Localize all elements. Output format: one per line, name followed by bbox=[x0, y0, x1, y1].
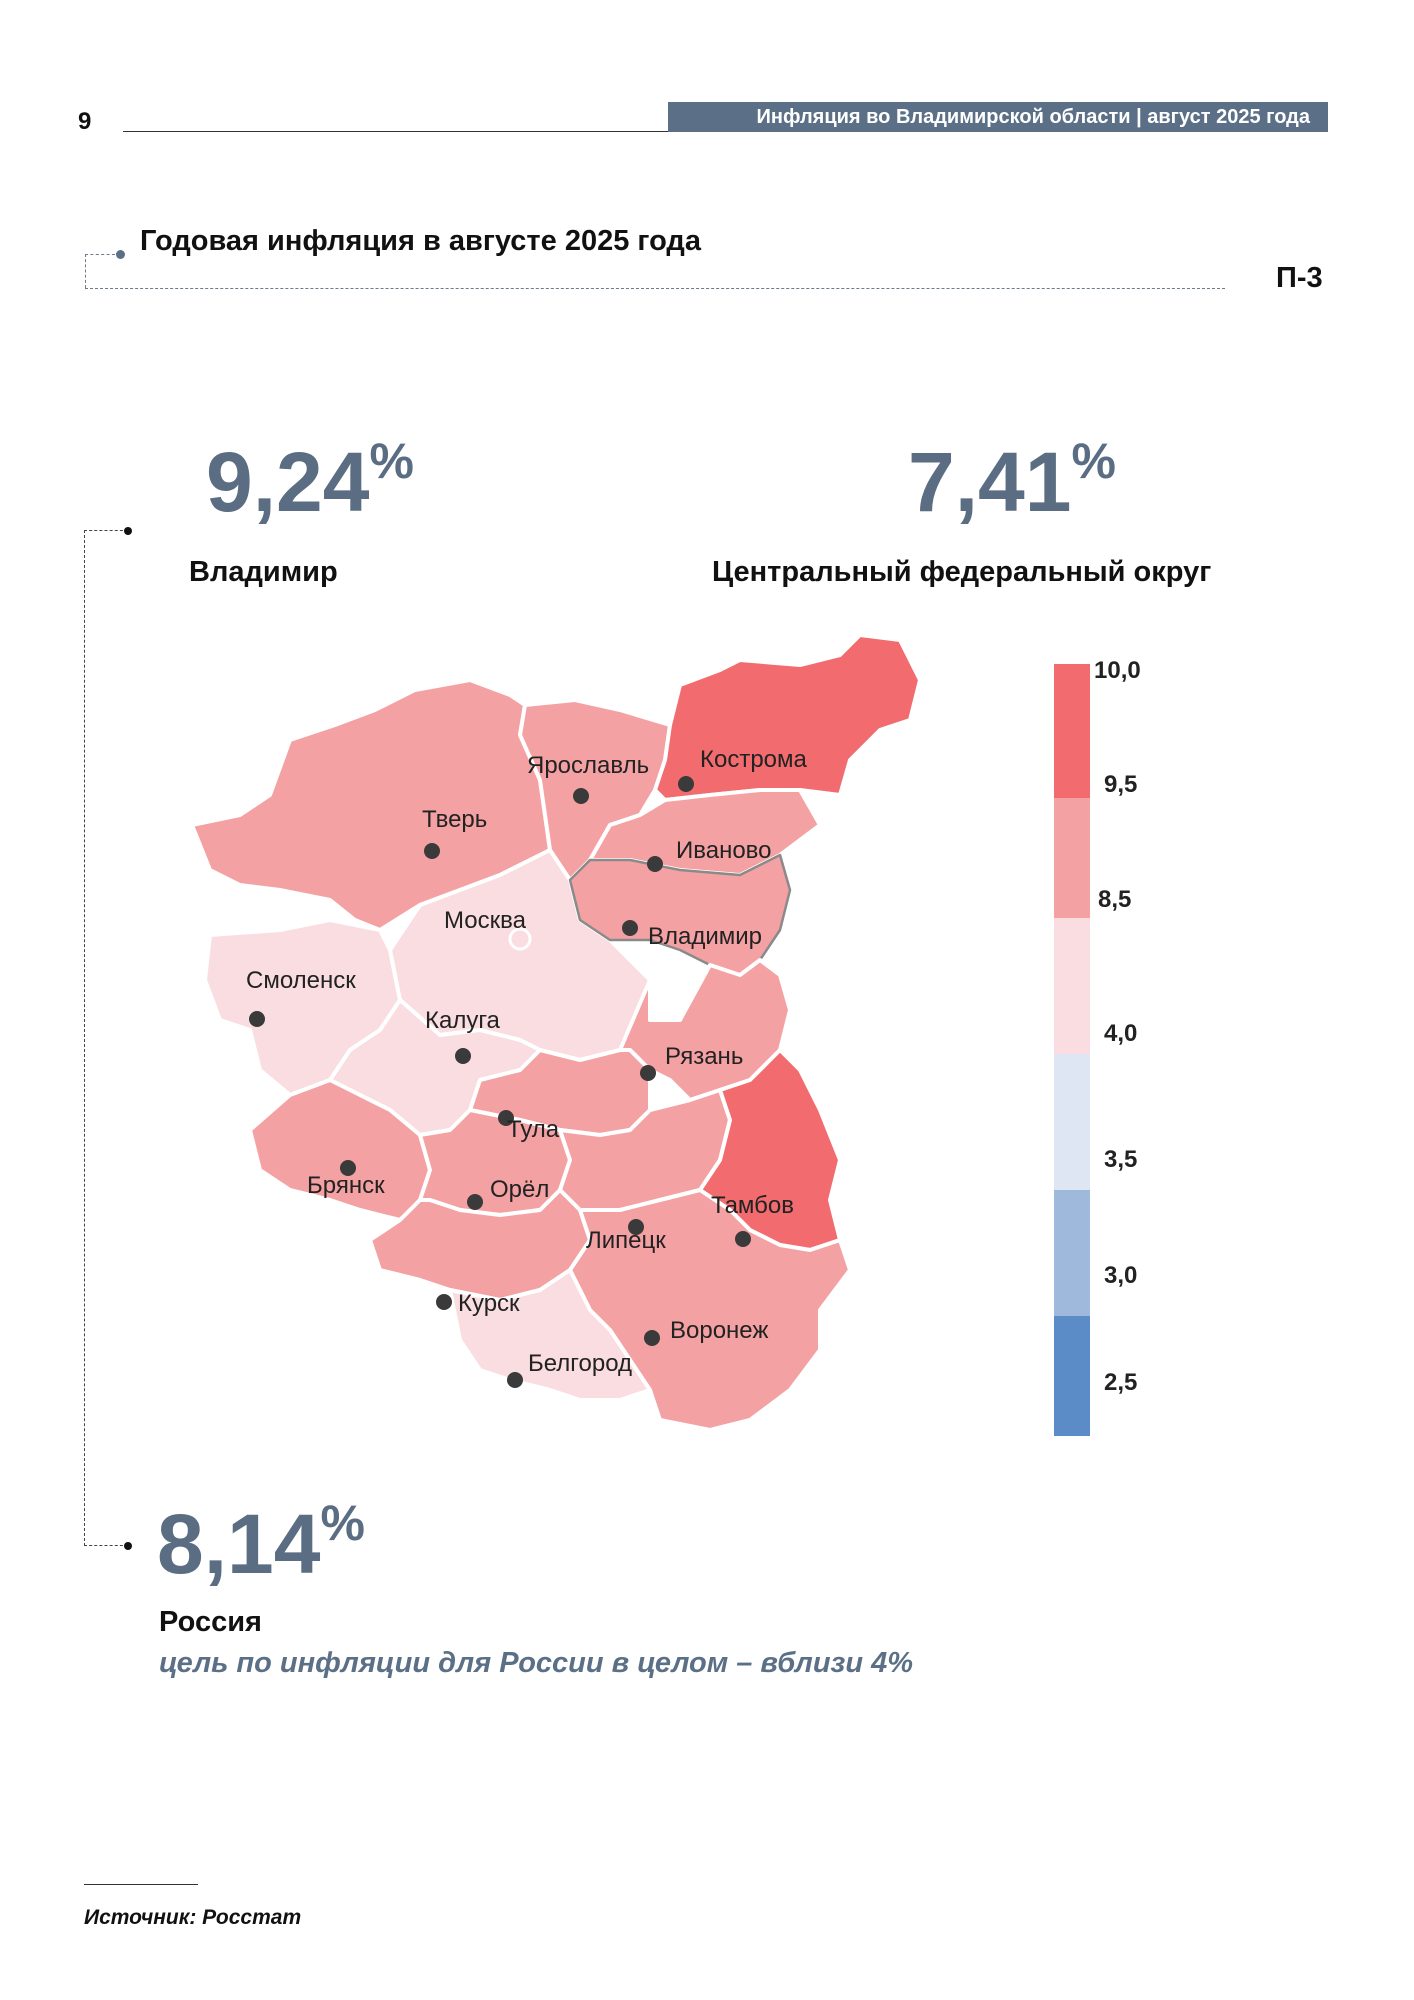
section-title: Годовая инфляция в августе 2025 года bbox=[140, 225, 701, 257]
vladimir-inflation-value: 9,24% bbox=[206, 433, 414, 529]
legend-swatch-3-5-4 bbox=[1054, 1054, 1090, 1190]
page-number: 9 bbox=[78, 108, 92, 135]
cfd-inflation-value: 7,41% bbox=[908, 433, 1116, 529]
legend-swatch-9-5-10 bbox=[1054, 664, 1090, 798]
city-label-ryazan: Рязань bbox=[665, 1043, 744, 1070]
vladimir-label: Владимир bbox=[189, 556, 338, 588]
city-dot-yaroslavl bbox=[573, 788, 589, 804]
connector-dot-top bbox=[124, 527, 132, 535]
region-kostroma bbox=[655, 635, 920, 800]
legend-swatch-4-8-5 bbox=[1054, 918, 1090, 1054]
russia-label: Россия bbox=[159, 1606, 262, 1638]
legend-tick-8-5: 8,5 bbox=[1098, 886, 1132, 913]
city-label-belgorod: Белгород bbox=[528, 1350, 633, 1377]
legend-tick-4-0: 4,0 bbox=[1104, 1020, 1138, 1047]
city-dot-kaluga bbox=[455, 1048, 471, 1064]
legend-color-bar bbox=[1054, 664, 1090, 1436]
city-dot-smolensk bbox=[249, 1011, 265, 1027]
city-dot-vladimir bbox=[622, 920, 638, 936]
city-label-kostroma: Кострома bbox=[700, 746, 807, 773]
city-label-vladimir: Владимир bbox=[648, 923, 763, 950]
city-dot-kursk bbox=[436, 1294, 452, 1310]
legend-tick-2-5: 2,5 bbox=[1104, 1369, 1138, 1396]
city-label-voronezh: Воронеж bbox=[670, 1317, 769, 1344]
legend-tick-3-0: 3,0 bbox=[1104, 1262, 1138, 1289]
header-rule bbox=[123, 131, 669, 132]
city-label-kursk: Курск bbox=[458, 1290, 520, 1317]
legend-swatch-3-3-5 bbox=[1054, 1190, 1090, 1316]
city-label-yaroslavl: Ярославль bbox=[527, 752, 650, 779]
connector-dot-bottom bbox=[124, 1542, 132, 1550]
city-label-tambov: Тамбов bbox=[711, 1192, 795, 1219]
cfd-inflation-map bbox=[180, 630, 980, 1490]
city-label-ivanovo: Иваново bbox=[676, 837, 772, 864]
header-band bbox=[668, 102, 1328, 132]
city-dot-orel bbox=[467, 1194, 483, 1210]
cfd-label: Центральный федеральный округ bbox=[712, 556, 1212, 588]
title-underline bbox=[85, 288, 1225, 289]
city-label-tver: Тверь bbox=[422, 806, 488, 833]
inflation-target-note: цель по инфляции для России в целом – вблизи 4% bbox=[159, 1647, 914, 1679]
city-dot-kostroma bbox=[678, 776, 694, 792]
stats-connector bbox=[84, 530, 128, 1546]
legend-tick-10-0: 10,0 bbox=[1094, 657, 1141, 684]
city-dot-ivanovo bbox=[647, 856, 663, 872]
title-bracket bbox=[85, 254, 115, 288]
legend-tick-3-5: 3,5 bbox=[1104, 1146, 1138, 1173]
source-note: Источник: Росстат bbox=[84, 1906, 302, 1929]
city-dot-tver bbox=[424, 843, 440, 859]
header-band-title: Инфляция во Владимирской области | август 2025 года bbox=[756, 105, 1310, 128]
city-dot-voronezh bbox=[644, 1330, 660, 1346]
city-dot-belgorod bbox=[507, 1372, 523, 1388]
footer-rule bbox=[84, 1884, 198, 1885]
russia-inflation-value: 8,14% bbox=[157, 1495, 365, 1591]
city-label-kaluga: Калуга bbox=[425, 1007, 500, 1034]
city-label-bryansk: Брянск bbox=[307, 1172, 385, 1199]
figure-code: П-3 bbox=[1276, 262, 1323, 294]
city-label-smolensk: Смоленск bbox=[246, 967, 356, 994]
city-label-tula: Тула bbox=[507, 1116, 560, 1143]
city-dot-tambov bbox=[735, 1231, 751, 1247]
city-label-orel: Орёл bbox=[490, 1176, 550, 1203]
legend-swatch-2-5-3 bbox=[1054, 1316, 1090, 1436]
city-label-moscow: Москва bbox=[444, 907, 526, 934]
city-label-lipetsk: Липецк bbox=[586, 1227, 666, 1254]
legend-swatch-8-5-9-5 bbox=[1054, 798, 1090, 918]
title-bullet-dot bbox=[116, 250, 125, 259]
legend-tick-9-5: 9,5 bbox=[1104, 771, 1138, 798]
city-dot-ryazan bbox=[640, 1065, 656, 1081]
